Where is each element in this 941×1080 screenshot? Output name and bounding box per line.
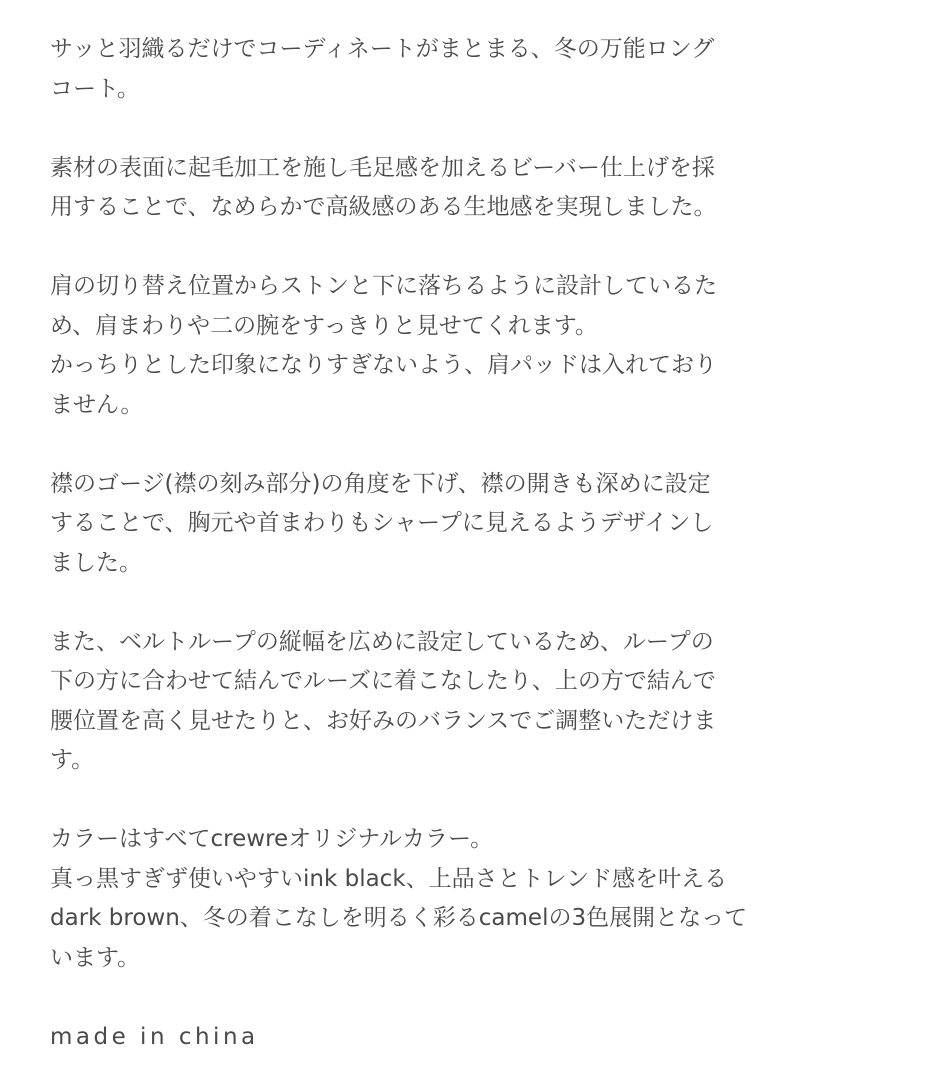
text-line: 腰位置を高く見せたりと、お好みのバランスでご調整いただけま (50, 707, 717, 734)
text-line: 用することで、なめらかで高級感のある生地感を実現しました。 (50, 194, 717, 220)
text-line: め、肩まわりや二の腕をすっきりと見せてくれます。 (50, 312, 598, 339)
description-paragraph-shoulder (50, 267, 930, 425)
text-line: 素材の表面に起毛加工を施し毛足感を加えるビーバー仕上げを採 (50, 154, 715, 181)
description-paragraph-intro (50, 30, 930, 109)
text-line: す。 (50, 747, 95, 773)
text-line: することで、胸元や首まわりもシャープに見えるようデザインし (50, 510, 714, 536)
description-paragraph-material (50, 149, 930, 228)
description-paragraph-collar (50, 465, 930, 584)
text-line: カラーはすべてcrewreオリジナルカラー。 (50, 826, 494, 852)
text-line: 真っ黒すぎず使いやすいink black、上品さとトレンド感を叶える (50, 865, 728, 892)
text-line: かっちりとした印象になりすぎないよう、肩パッドは入れており (50, 352, 717, 378)
text-line: ません。 (50, 391, 144, 418)
text-line: 肩の切り替え位置からストンと下に落ちるように設計しているた (50, 273, 717, 299)
text-line: dark brown、冬の着こなしを明るく彩るcamelの3色展開となって (50, 905, 748, 931)
product-description (50, 30, 930, 1057)
text-line: サッと羽織るだけでコーディネートがまとまる、冬の万能ロング (50, 36, 715, 62)
description-paragraph-belt (50, 623, 930, 781)
description-paragraph-colors (50, 820, 930, 978)
text-line: 襟のゴージ(襟の刻み部分)の角度を下げ、襟の開きも深めに設定 (50, 470, 711, 497)
text-line: また、ベルトループの縦幅を広めに設定しているため、ループの (50, 628, 714, 655)
origin-note: made in china (50, 1023, 259, 1050)
text-line: 下の方に合わせて結んでルーズに着こなしたり、上の方で結んで (50, 668, 716, 694)
text-line: ました。 (50, 549, 142, 576)
text-line: コート。 (50, 75, 140, 102)
text-line: います。 (50, 944, 141, 971)
